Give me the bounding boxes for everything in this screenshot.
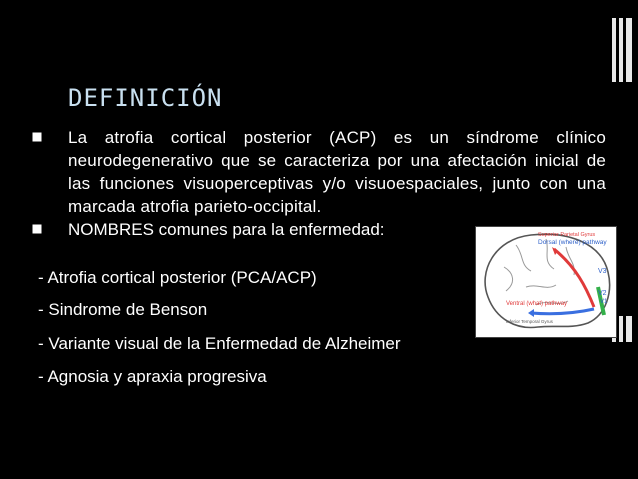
decorative-bar [626, 316, 632, 342]
square-bullet-icon [33, 225, 42, 234]
brain-label: Ventral (what) pathway [506, 301, 568, 307]
definition-text: La atrofia cortical posterior (ACP) es un síndrome clínico neurodegenerativo que se caracteriza por una afectación inicial de las funciones visuoperceptivas y/o visuoespaciales, junto con una marcada atrofia parieto-occipital. [68, 128, 606, 216]
brain-label: Inferior Temporal Gyrus [506, 319, 553, 324]
slide-title: DEFINICIÓN [68, 84, 223, 112]
brain-label: V3 [598, 268, 607, 275]
brain-label: Dorsal (where) pathway [538, 239, 607, 246]
square-bullet-icon [33, 133, 42, 142]
brain-diagram [476, 227, 616, 337]
bullet-definition [30, 126, 606, 218]
name-item: - Atrofia cortical posterior (PCA/ACP) [38, 268, 317, 287]
name-item: - Agnosia y apraxia progresiva [38, 367, 267, 386]
brain-pathways-image [475, 226, 617, 338]
decorative-bar [612, 18, 616, 82]
decorative-bar [619, 18, 623, 82]
name-item: - Variante visual de la Enfermedad de Alzheimer [38, 334, 401, 353]
brain-label: V1 [600, 299, 608, 305]
brain-label: Superior Parietal Gyrus [538, 232, 596, 238]
decorative-bar [619, 316, 623, 342]
name-item: - Sindrome de Benson [38, 300, 208, 319]
brain-label: V2 [598, 290, 607, 297]
slide-content [30, 126, 606, 241]
names-heading-text: NOMBRES comunes para la enfermedad: [68, 220, 385, 239]
decorative-bar [626, 18, 632, 82]
